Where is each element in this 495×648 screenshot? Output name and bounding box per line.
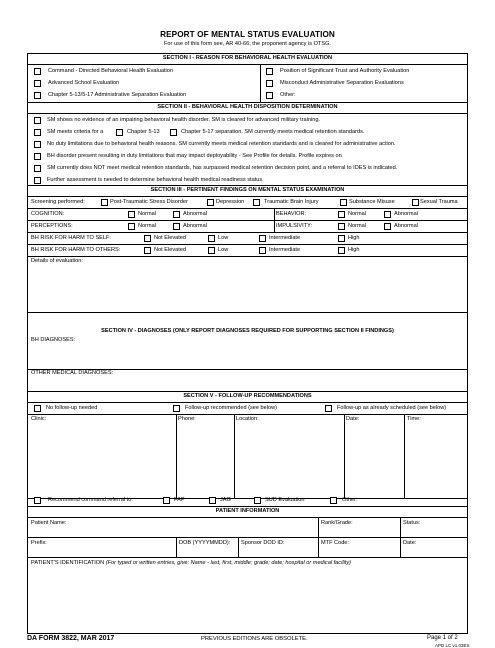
label-behavior-abnormal: Abnormal xyxy=(394,211,418,217)
checkbox-self-low[interactable] xyxy=(208,235,215,242)
checkbox-behavior-abnormal[interactable] xyxy=(384,211,391,218)
page-number: Page 1 of 2 xyxy=(427,635,458,641)
checkbox-meets-criteria[interactable] xyxy=(34,129,41,136)
form-number: DA FORM 3822, MAR 2017 xyxy=(27,635,115,642)
followup-details-field[interactable] xyxy=(31,424,465,496)
label-rank-grade: Rank/Grade: xyxy=(321,520,353,526)
form-version: APD LC v1.03ES xyxy=(435,643,470,648)
section-4-header: SECTION IV - DIAGNOSES (ONLY REPORT DIAGNOSES REQUIRED FOR SUPPORTING SECTION II FINDINGS) xyxy=(101,328,394,334)
label-cognition: COGNITION: xyxy=(31,211,65,217)
label-fap: FAP xyxy=(174,497,185,503)
label-followup-recommended: Follow-up recommended (see below) xyxy=(185,405,278,411)
patient-identification-field[interactable] xyxy=(31,569,465,631)
label-clinic: Clinic: xyxy=(31,416,47,422)
label-command-referral: Recommend command referral to: xyxy=(48,497,133,503)
checkbox-behavior-normal[interactable] xyxy=(338,211,345,218)
label-behavior-normal: Normal xyxy=(348,211,367,217)
label-perceptions-normal: Normal xyxy=(138,223,157,229)
label-sponsor-id: Sponsor DOD ID: xyxy=(241,540,285,546)
label-depression: Depression xyxy=(216,199,245,205)
section-3-header: SECTION III - PERTINENT FINDINGS ON MENTAL STATUS EXAMINATION xyxy=(150,187,345,193)
label-chapter-5-17: Chapter 5-17 separation. SM currently meets medical retention standards. xyxy=(181,129,365,135)
checkbox-followup-recommended[interactable] xyxy=(173,405,180,412)
checkbox-substance-misuse[interactable] xyxy=(340,199,347,206)
patient-identification-hint: (For typed or written entries, give: Name - last, first, middle; grade; date; hospital or medical facility) xyxy=(105,560,352,566)
checkbox-impulsivity-normal[interactable] xyxy=(338,223,345,230)
section-2-header: SECTION II - BEHAVIORAL HEALTH DISPOSITION DETERMINATION xyxy=(157,104,338,110)
checkbox-self-intermediate[interactable] xyxy=(259,235,266,242)
label-chapter-5-13: Chapter 5-13 xyxy=(127,129,160,135)
patient-info-header: PATIENT INFORMATION xyxy=(215,508,280,514)
label-no-duty-limitations: No duty limitations due to behavioral health reasons. SM currently meets medical retention standards and is cleared for administrative action. xyxy=(47,141,396,147)
label-time: Time: xyxy=(407,416,421,422)
label-trust-authority: Position of Significant Trust and Authority Evaluation xyxy=(280,68,410,74)
label-mtf-code: MTF Code: xyxy=(321,540,349,546)
label-no-followup: No follow-up needed xyxy=(46,405,98,411)
patient-identification-title: PATIENT'S IDENTIFICATION xyxy=(31,560,105,566)
section-1-header: SECTION I - REASON FOR BEHAVIORAL HEALTH EVALUATION xyxy=(162,55,333,61)
label-tbi: Traumatic Brain Injury xyxy=(264,199,319,205)
label-others-harm: BH RISK FOR HARM TO OTHERS: xyxy=(31,247,121,253)
checkbox-followup-scheduled[interactable] xyxy=(325,405,332,412)
label-chapter-separation: Chapter 5-13/5-17 Administrative Separation Evaluation xyxy=(48,92,187,98)
checkbox-chapter-5-13[interactable] xyxy=(116,129,123,136)
checkbox-others-low[interactable] xyxy=(208,247,215,254)
section-2 xyxy=(27,102,468,186)
label-other-reason: Other: xyxy=(280,92,296,98)
checkbox-sud[interactable] xyxy=(254,497,261,504)
label-perceptions-abnormal: Abnormal xyxy=(183,223,207,229)
checkbox-other-reason[interactable] xyxy=(266,92,273,99)
label-sexual-trauma: Sexual Trauma xyxy=(420,199,458,205)
checkbox-impulsivity-abnormal[interactable] xyxy=(384,223,391,230)
label-further-assessment: Further assessment is needed to determine behavioral health medical readiness status. xyxy=(47,177,264,183)
checkbox-referral-other[interactable] xyxy=(330,497,337,504)
checkbox-depression[interactable] xyxy=(207,199,214,206)
label-impulsivity-normal: Normal xyxy=(348,223,367,229)
checkbox-not-meet-retention[interactable] xyxy=(34,165,41,172)
patient-info xyxy=(27,506,468,634)
checkbox-further-assessment[interactable] xyxy=(34,177,41,184)
checkbox-trust-authority[interactable] xyxy=(266,68,273,75)
checkbox-jag[interactable] xyxy=(209,497,216,504)
details-field[interactable] xyxy=(31,266,465,311)
checkbox-no-evidence[interactable] xyxy=(34,117,41,124)
label-phone: Phone: xyxy=(178,416,196,422)
label-referral-other: Other: xyxy=(342,497,358,503)
obsolete-notice: PREVIOUS EDITIONS ARE OBSOLETE. xyxy=(201,636,308,642)
checkbox-command-referral[interactable] xyxy=(34,497,41,504)
label-followup-scheduled: Follow-up as already scheduled (see below) xyxy=(337,405,447,411)
label-substance-misuse: Substance Misuse xyxy=(349,199,395,205)
label-cognition-normal: Normal xyxy=(138,211,157,217)
label-command-directed: Command - Directed Behavioral Health Evaluation xyxy=(48,68,173,74)
label-dob: DOB (YYYYMMDD): xyxy=(179,540,231,546)
label-meets-criteria: SM meets criteria for a xyxy=(47,129,104,135)
checkbox-misconduct[interactable] xyxy=(266,80,273,87)
label-others-intermediate: Intermediate xyxy=(269,247,301,253)
label-not-meet-retention: SM currently does NOT meet medical retention standards, has surpassed medical retention decision point, and a referral to IDES is indicated. xyxy=(47,165,398,171)
checkbox-no-followup[interactable] xyxy=(34,405,41,412)
label-patient-date: Date: xyxy=(403,540,417,546)
label-cognition-abnormal: Abnormal xyxy=(183,211,207,217)
checkbox-self-high[interactable] xyxy=(338,235,345,242)
label-self-harm: BH RISK FOR HARM TO SELF: xyxy=(31,235,111,241)
checkbox-advanced-school[interactable] xyxy=(34,80,41,87)
label-patient-identification xyxy=(31,561,351,567)
checkbox-fap[interactable] xyxy=(163,497,170,504)
checkbox-others-high[interactable] xyxy=(338,247,345,254)
label-self-intermediate: Intermediate xyxy=(269,235,301,241)
label-screening: Screening performed: xyxy=(31,199,85,205)
checkbox-self-not-elevated[interactable] xyxy=(144,235,151,242)
checkbox-no-duty-limitations[interactable] xyxy=(34,141,41,148)
label-behavior: BEHAVIOR: xyxy=(276,211,307,217)
label-others-high: High xyxy=(348,247,360,253)
section-3 xyxy=(27,185,468,313)
label-bh-disorder-present: BH disorder present resulting in duty limitations that may impact deployability - See Profile for details. Profile expires on xyxy=(47,153,342,159)
label-others-not-elevated: Not Elevated xyxy=(154,247,187,253)
label-sud: SUD Evaluation xyxy=(265,497,305,503)
checkbox-perceptions-abnormal[interactable] xyxy=(173,223,180,230)
label-self-high: High xyxy=(348,235,360,241)
label-impulsivity-abnormal: Abnormal xyxy=(394,223,418,229)
checkbox-ptsd[interactable] xyxy=(101,199,108,206)
label-bh-diagnoses: BH DIAGNOSES: xyxy=(31,337,76,343)
section-5-header: SECTION V - FOLLOW-UP RECOMMENDATIONS xyxy=(183,393,312,399)
form-title: REPORT OF MENTAL STATUS EVALUATION xyxy=(160,30,335,39)
section-1 xyxy=(27,53,468,103)
label-impulsivity: IMPULSIVITY: xyxy=(276,223,313,229)
checkbox-bh-disorder-present[interactable] xyxy=(34,153,41,160)
label-self-low: Low xyxy=(218,235,229,241)
label-advanced-school: Advanced School Evaluation xyxy=(48,80,120,86)
label-misconduct: Misconduct Administrative Separation Evaluations xyxy=(280,80,404,86)
label-details: Details of evaluation: xyxy=(31,258,83,264)
bh-diagnoses-field[interactable] xyxy=(31,345,465,367)
label-location: Location: xyxy=(236,416,259,422)
checkbox-cognition-abnormal[interactable] xyxy=(173,211,180,218)
checkbox-cognition-normal[interactable] xyxy=(128,211,135,218)
checkbox-others-not-elevated[interactable] xyxy=(144,247,151,254)
label-no-evidence: SM shows no evidence of an impairing behavioral health disorder. SM is cleared for advanced military training. xyxy=(47,117,320,123)
label-perceptions: PERCEPTIONS: xyxy=(31,223,73,229)
label-other-diagnoses: OTHER MEDICAL DIAGNOSES: xyxy=(31,370,114,376)
label-others-low: Low xyxy=(218,247,229,253)
checkbox-tbi[interactable] xyxy=(253,199,260,206)
label-prefix: Prefix: xyxy=(31,540,47,546)
checkbox-chapter-5-17[interactable] xyxy=(170,129,177,136)
label-self-not-elevated: Not Elevated xyxy=(154,235,187,241)
checkbox-command-directed[interactable] xyxy=(34,68,41,75)
label-status: Status: xyxy=(403,520,421,526)
checkbox-perceptions-normal[interactable] xyxy=(128,223,135,230)
form-subtitle: For use of this form see, AR 40-66; the proponent agency is OTSG. xyxy=(164,41,331,47)
label-date: Date: xyxy=(346,416,360,422)
label-ptsd: Post-Traumatic Stress Disorder xyxy=(110,199,188,205)
section-4 xyxy=(27,312,468,392)
other-diagnoses-field[interactable] xyxy=(31,378,465,391)
checkbox-sexual-trauma[interactable] xyxy=(412,199,419,206)
section-5 xyxy=(27,391,468,507)
label-patient-name: Patient Name: xyxy=(31,520,67,526)
checkbox-chapter-separation[interactable] xyxy=(34,92,41,99)
label-jag: JAG xyxy=(220,497,231,503)
checkbox-others-intermediate[interactable] xyxy=(259,247,266,254)
